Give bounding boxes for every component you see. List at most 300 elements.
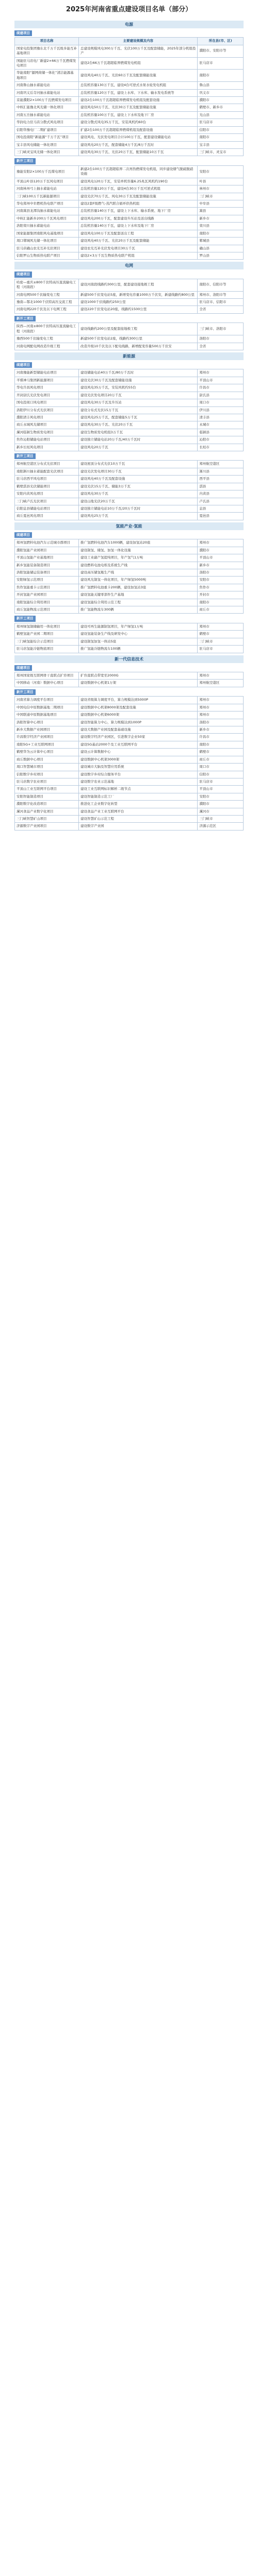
table-row	[15, 335, 244, 343]
table-row	[15, 178, 244, 185]
subsection-label: 新开工项目	[14, 158, 36, 164]
project-name-cell: 国家电投集团豫东北千万千瓦级多能互补基地项目	[15, 45, 79, 57]
project-region-cell: 林州市	[198, 185, 244, 193]
project-region-cell: 驻马店市、信阳市	[198, 299, 244, 306]
project-name-cell: 河南巩义后寺河抽水蓄能电站	[15, 89, 79, 96]
project-region-cell: 南阳市	[198, 741, 244, 748]
project-name-cell: 平煤神马集团新能源项目	[15, 377, 79, 384]
project-content-cell: 建设制氢、储氢、加氢一体化设施	[79, 547, 198, 554]
project-name-cell: 商丘数据中心项目	[15, 756, 79, 763]
table-row	[15, 704, 244, 711]
table-row	[15, 778, 244, 785]
project-name-cell: 漯河临颍生物质发电项目	[15, 429, 79, 436]
subsection-label: 新开工项目	[14, 616, 36, 621]
project-region-cell: 卢氏县	[198, 498, 244, 505]
table-row	[15, 569, 244, 576]
project-name-cell: 豫能安阳2×100万千瓦煤电项目	[15, 165, 79, 178]
project-content-cell: 建设光伏15万千瓦、储能3万千瓦	[79, 483, 198, 490]
project-content-cell: 建设5G基站2000个及工业互联网平台	[79, 741, 198, 748]
section-header: 电源	[14, 21, 244, 28]
project-name-cell: 郑州国家级互联网骨干直联点扩容项目	[15, 672, 79, 680]
table-row	[15, 111, 244, 118]
project-name-cell: 安阳绿氢示范项目	[15, 577, 79, 584]
table-row	[15, 57, 244, 70]
subsection-label: 续建项目	[14, 532, 32, 538]
project-content-cell: 总装机容量140万千瓦，建设上下水库及地下厂房	[79, 223, 198, 230]
table-row	[15, 490, 244, 498]
table-body	[15, 279, 244, 313]
project-content-cell: 推进化工企业数字化转型	[79, 801, 198, 808]
table-row	[15, 149, 244, 156]
project-region-cell: 南阳市、信阳市等	[198, 279, 244, 291]
table-row	[15, 392, 244, 399]
project-content-cell: 建设山地光伏20万千瓦	[79, 498, 198, 505]
table-row	[15, 245, 244, 252]
project-name-cell: 南阳淅川抽水蓄能配套光伏项目	[15, 468, 79, 475]
table-row	[15, 134, 244, 141]
table-body	[15, 461, 244, 520]
table-row	[15, 384, 244, 392]
project-region-cell: 宝丰县	[198, 141, 244, 148]
project-region-cell: 焦作市	[198, 584, 244, 591]
table-row	[15, 801, 244, 808]
project-region-cell: 内黄县	[198, 490, 244, 498]
project-name-cell: 华电许昌风电项目	[15, 384, 79, 392]
project-content-cell: 建设1000千伏线路约250公里	[79, 299, 198, 306]
section-3	[14, 352, 244, 520]
section-header: 氢能产业·氢能	[14, 522, 244, 530]
project-region-cell: 鲁山县	[198, 82, 244, 89]
table-row	[15, 562, 244, 569]
table-row	[15, 223, 244, 230]
column-header-region: 所在县(市、区)	[198, 38, 244, 45]
subsection-label: 续建项目	[14, 362, 32, 368]
project-content-cell: 建设农光互补光伏发电项目30万千瓦	[79, 245, 198, 252]
project-name-cell: 国电投南阳”新能源“千万千瓦”项目	[15, 134, 79, 141]
table-row	[15, 89, 244, 96]
project-content-cell: 改造升级10千伏及以下配电线路，新增配变容量500万千伏安	[79, 343, 198, 350]
project-content-cell: 建设数字经济产业园区，引进数字企业50家	[79, 734, 198, 741]
project-region-cell: 沁阳市	[198, 436, 244, 444]
project-region-cell: 罗山县	[198, 252, 244, 259]
project-name-cell: 中国联通中原数据基地项目	[15, 711, 79, 719]
project-content-cell: 建设风电40万千瓦、光伏20万千瓦及配套储能	[79, 238, 198, 245]
project-region-cell: 叶县	[198, 178, 244, 185]
table-body	[15, 323, 244, 350]
table-row	[15, 238, 244, 245]
section-1	[14, 21, 244, 260]
subsection-label: 新开工项目	[14, 689, 36, 695]
table-row	[15, 200, 244, 207]
table-row	[15, 786, 244, 793]
project-region-cell: 长垣市	[198, 444, 244, 451]
project-region-cell: 周口市	[198, 399, 244, 406]
project-name-cell: 濮阳清丰风电项目	[15, 414, 79, 421]
project-region-cell: 三门峡市、洛阳市	[198, 323, 244, 335]
table-row	[15, 343, 244, 350]
project-content-cell: 总装机容量120万千瓦，建设上水库、下水库、输水发电系统等	[79, 89, 198, 96]
table-row	[15, 734, 244, 741]
section-header: 新一代信息技术	[14, 655, 244, 663]
project-content-cell: 推广氢能冷链物流车100辆	[79, 646, 198, 653]
project-region-cell: 南阳市	[198, 70, 244, 82]
project-region-cell: 安阳市	[198, 165, 244, 178]
project-content-cell: 建设智能算力中心，算力规模达到1000P	[79, 719, 198, 726]
project-name-cell: 焦作沁阳储能电站项目	[15, 436, 79, 444]
project-region-cell: 鹤壁市、新乡市	[198, 104, 244, 111]
table-row	[15, 165, 244, 178]
project-content-cell: 新建500千伏变电站2座，线路约300公里	[79, 335, 198, 343]
project-region-cell: 鹤壁市	[198, 631, 244, 638]
table-row	[15, 483, 244, 490]
project-region-cell: 三门峡市	[198, 638, 244, 645]
project-name-cell: 驻马店确山农光互补光伏项目	[15, 245, 79, 252]
project-region-cell: 栾川县	[198, 223, 244, 230]
table-row	[15, 823, 244, 830]
project-name-cell: 漯河食品产业数字化项目	[15, 808, 79, 815]
project-content-cell: 建设风电、光伏发电项目合计100万千瓦，配套建设储能电站	[79, 134, 198, 141]
table-row	[15, 208, 244, 215]
project-content-cell: 建设省级算力调度平台，算力规模达到5000P	[79, 697, 198, 704]
project-region-cell: 新乡市	[198, 215, 244, 222]
project-table	[14, 279, 244, 314]
table-row	[15, 498, 244, 505]
project-name-cell: 郑州绿氢制储输用一体化项目	[15, 623, 79, 630]
table-row	[15, 756, 244, 763]
project-content-cell: 总装机容量140万千瓦，建设上下水库、输水系统、地下厂房	[79, 208, 198, 215]
project-content-cell: 建设风光制氢一体化项目，年产绿氢5000吨	[79, 577, 198, 584]
subsection-label: 新开工项目	[14, 316, 36, 321]
project-name-cell: 南阳5G+工业互联网项目	[15, 741, 79, 748]
project-content-cell: 建设风电200万千瓦，配套建设升压站及送出线路	[79, 215, 198, 222]
project-name-cell: 河南电网配电网改造升级工程	[15, 343, 79, 350]
table-row	[15, 505, 244, 513]
project-content-cell: 建设数据中心机架8000架及配套设施	[79, 704, 198, 711]
project-region-cell: 郑州市	[198, 704, 244, 711]
project-region-cell: 永城市	[198, 421, 244, 429]
project-region-cell: 郑州市	[198, 369, 244, 377]
project-name-cell: 商丘夏邑风电项目	[15, 513, 79, 520]
document-title: 2025年河南省重点建设项目名单（部分）	[66, 6, 192, 13]
project-region-cell: 济源示范区	[198, 823, 244, 830]
project-region-cell: 濮阳市	[198, 801, 244, 808]
project-content-cell: 建设制氢加氢一体站5座	[79, 638, 198, 645]
table-row	[15, 631, 244, 638]
project-region-cell: 平顶山市	[198, 554, 244, 562]
project-region-cell: 许昌市	[198, 384, 244, 392]
project-region-cell: 郑州市	[198, 711, 244, 719]
table-body	[15, 672, 244, 687]
project-name-cell: 豫西500千伏输变电工程	[15, 335, 79, 343]
subsection-label: 续建项目	[14, 665, 32, 671]
project-content-cell: 建设风电30万千瓦及升压站	[79, 399, 198, 406]
project-region-cell: 光山县	[198, 111, 244, 118]
project-region-cell: 郑州航空港区	[198, 680, 244, 687]
table-body	[15, 697, 244, 831]
project-content-cell: 建设光伏70万千瓦、风电30万千瓦及配套储能设施	[79, 193, 198, 200]
project-content-cell: 建设2台66万千瓦超超临界燃煤发电机组	[79, 57, 198, 70]
project-content-cell: 建设线路约200公里及配套接地极工程	[79, 323, 198, 335]
column-header-name: 项目名称	[15, 38, 79, 45]
project-name-cell: 中国移动（河南）数据中心项目	[15, 680, 79, 687]
project-table	[14, 696, 244, 831]
project-region-cell: 安阳市	[198, 793, 244, 800]
project-content-cell: 建设数据中心机架6000架	[79, 711, 198, 719]
project-name-cell: 周口智慧城市项目	[15, 764, 79, 771]
table-row	[15, 119, 244, 126]
table-row	[15, 591, 244, 599]
project-table	[14, 369, 244, 451]
table-row	[15, 672, 244, 680]
project-name-cell: 信阳华豫电厂二期扩建项目	[15, 126, 79, 133]
table-row	[15, 749, 244, 756]
table-row	[15, 104, 244, 111]
project-name-cell: 三门峡智慧矿山项目	[15, 816, 79, 823]
table-row	[15, 584, 244, 591]
project-content-cell: 建设独立储能电站20万千瓦/40万千瓦时	[79, 436, 198, 444]
subsection-label: 新开工项目	[14, 453, 36, 459]
project-content-cell: 建设氢能装备生产线及研发中心	[79, 631, 198, 638]
table-row	[15, 291, 244, 298]
project-content-cell: 建设光伏发电项目30万千瓦	[79, 468, 198, 475]
project-region-cell: 郑州航空港区	[198, 461, 244, 468]
project-content-cell: 建设风电40万千瓦及配套设施	[79, 476, 198, 483]
table-body	[15, 45, 244, 156]
project-content-cell: 扩容直联点带宽至2000G	[79, 672, 198, 680]
project-name-cell: 济源数字产业园项目	[15, 823, 79, 830]
project-name-cell: 鹤壁华为云计算中心项目	[15, 749, 79, 756]
project-name-cell: 商丘永城风光储项目	[15, 421, 79, 429]
project-content-cell: 建设数据中心机架3000架	[79, 756, 198, 763]
project-content-cell: 建设2套F级燃气-蒸汽联合循环供热机组	[79, 200, 198, 207]
project-table	[14, 37, 244, 156]
project-content-cell: 推广氢燃料电池汽车1000辆，建设加氢站20座	[79, 539, 198, 547]
project-name-cell: 鹤壁淇县光伏储能项目	[15, 483, 79, 490]
table-row	[15, 726, 244, 733]
project-name-cell: 信阳罗山生物质热电联产项目	[15, 252, 79, 259]
project-region-cell: 商丘市	[198, 606, 244, 614]
project-name-cell: 华润电力驻马店分散式风电项目	[15, 119, 79, 126]
project-content-cell: 建设独立储能电站10万千瓦/20万千瓦时	[79, 505, 198, 513]
project-content-cell: 建设风电25万千瓦，配套储能5万千瓦	[79, 414, 198, 421]
project-region-cell: 漯河市	[198, 808, 244, 815]
project-content-cell: 建设储能电站40万千瓦/80万千瓦时	[79, 369, 198, 377]
project-region-cell: 淅川县	[198, 468, 244, 475]
table-row	[15, 45, 244, 57]
table-row	[15, 547, 244, 554]
project-name-cell: 三门峡100万千瓦新能源项目	[15, 193, 79, 200]
project-region-cell: 夏邑县	[198, 513, 244, 520]
project-content-cell: 扩建2台100万千瓦超超临界燃煤机组及配套设施	[79, 126, 198, 133]
sections-container	[0, 21, 258, 831]
project-name-cell: 洛阳智算中心项目	[15, 719, 79, 726]
project-region-cell: 郑州市	[198, 697, 244, 704]
project-region-cell: 南阳市	[198, 134, 244, 141]
project-region-cell: 商丘市	[198, 756, 244, 763]
project-content-cell: 建设高压储氢瓶生产线	[79, 569, 198, 576]
project-content-cell: 建设风电35万千瓦，安装风机约55台	[79, 384, 198, 392]
subsection-label: 续建项目	[14, 272, 32, 277]
table-row	[15, 606, 244, 614]
project-name-cell: 安阳智能制造项目	[15, 793, 79, 800]
project-region-cell: 郑州市、洛阳市等	[198, 291, 244, 298]
project-name-cell: 新乡氢能装备制造项目	[15, 562, 79, 569]
project-content-cell: 建设风电30万千瓦、光伏20万千瓦	[79, 421, 198, 429]
project-region-cell: 三门峡市	[198, 193, 244, 200]
project-region-cell: 全省	[198, 306, 244, 313]
project-content-cell: 建设风电20万千瓦	[79, 444, 198, 451]
project-name-cell: 陕西—河南±800千伏特高压直流输电工程（河南段）	[15, 323, 79, 335]
project-name-cell: 华能南阳“源网荷储一体化”清洁能源基地项目	[15, 70, 79, 82]
project-region-cell: 郑州市	[198, 672, 244, 680]
project-content-cell: 建设屋顶分布式光伏10万千瓦	[79, 461, 198, 468]
table-row	[15, 70, 244, 82]
project-name-cell: 河南豫能新型储能电站项目	[15, 369, 79, 377]
project-name-cell: 许昌数字经济产业园项目	[15, 734, 79, 741]
project-content-cell: 建设大数据产业园及配套基础设施	[79, 726, 198, 733]
table-row	[15, 306, 244, 313]
project-content-cell: 新建500千伏变电站5座，新增变电容量1000万千伏安，新建线路约800公里	[79, 291, 198, 298]
project-content-cell: 总装机容量120万千瓦，建设4台30万千瓦可逆式机组	[79, 185, 198, 193]
project-region-cell: 洛阳市	[198, 569, 244, 576]
project-name-cell: 河南鲁山抽水蓄能电站	[15, 82, 79, 89]
table-row	[15, 323, 244, 335]
table-row	[15, 399, 244, 406]
table-row	[15, 193, 244, 200]
project-region-cell: 临颍县	[198, 429, 244, 436]
table-row	[15, 771, 244, 778]
project-content-cell: 建设数字乡村综合服务平台	[79, 771, 198, 778]
project-name-cell: 国电投周口风电项目	[15, 399, 79, 406]
project-region-cell: 嵩县	[198, 208, 244, 215]
project-name-cell: 中核汇能新乡200万千瓦风电项目	[15, 215, 79, 222]
project-region-cell: 三门峡市、灵宝市	[198, 149, 244, 156]
project-region-cell: 平顶山市	[198, 786, 244, 793]
project-name-cell: 濮阳数字化改造项目	[15, 801, 79, 808]
project-name-cell: 洛阳栾川抽水蓄能电站	[15, 223, 79, 230]
project-region-cell: 驻马店市	[198, 646, 244, 653]
table-row	[15, 97, 244, 104]
table-row	[15, 623, 244, 630]
project-name-cell: 平顶山叶县120万千瓦风电项目	[15, 178, 79, 185]
project-name-cell: 豫南—鄂北1000千伏特高压交流工程	[15, 299, 79, 306]
project-name-cell: 新乡长垣风电项目	[15, 444, 79, 451]
table-row	[15, 421, 244, 429]
table-row	[15, 406, 244, 414]
project-name-cell: 新乡大数据产业园项目	[15, 726, 79, 733]
project-region-cell: 开封市	[198, 591, 244, 599]
project-region-cell: 濮阳市、安阳市等	[198, 45, 244, 57]
table-row	[15, 377, 244, 384]
table-row	[15, 680, 244, 687]
project-name-cell: 河南林州弓上抽水蓄能电站	[15, 185, 79, 193]
project-region-cell: 信阳市	[198, 126, 244, 133]
project-content-cell: 建设220千伏变电站20座，线路约1500公里	[79, 306, 198, 313]
project-region-cell: 确山县	[198, 245, 244, 252]
section-header: 新能源	[14, 352, 244, 360]
project-table	[14, 672, 244, 687]
project-region-cell: 南阳市	[198, 599, 244, 606]
project-content-cell: 建设分散式风电35万千瓦，安装风机约60台	[79, 119, 198, 126]
project-name-cell: 焦作氢能重卡示范项目	[15, 584, 79, 591]
table-row	[15, 252, 244, 259]
section-2	[14, 262, 244, 350]
project-content-cell: 建设风电120万千瓦，安装单机容量6.25兆瓦风机约190台	[79, 178, 198, 185]
project-content-cell: 建设风电30万千瓦、光伏20万千瓦，配套储能10万千瓦	[79, 149, 198, 156]
project-name-cell: 三门峡卢氏光伏项目	[15, 498, 79, 505]
project-table	[14, 323, 244, 350]
column-header-content: 主要建设规模及内容	[79, 38, 198, 45]
project-region-cell: 许昌市	[198, 734, 244, 741]
table-row	[15, 468, 244, 475]
project-region-cell: 濮阳市	[198, 97, 244, 104]
project-region-cell: 淇县	[198, 483, 244, 490]
project-content-cell: 建设可再生能源制氢项目，年产绿氢1万吨	[79, 623, 198, 630]
project-region-cell: 安阳市	[198, 577, 244, 584]
table-row	[15, 539, 244, 547]
project-content-cell: 推广氢燃料电池重卡200辆，建设加氢站3座	[79, 584, 198, 591]
project-content-cell: 建设风电30万千瓦	[79, 490, 198, 498]
project-name-cell: 郑州航空港区分布式光伏项目	[15, 461, 79, 468]
table-row	[15, 816, 244, 823]
project-name-cell: 宝丰县风电储能一体化项目	[15, 141, 79, 148]
project-name-cell: 哈密—重庆±800千伏特高压直流输电工程（河南段）	[15, 279, 79, 291]
project-region-cell: 驻马店市	[198, 57, 244, 70]
project-name-cell: 开封氢能产业园项目	[15, 591, 79, 599]
subsection-label: 续建项目	[14, 30, 32, 36]
table-body	[15, 369, 244, 451]
project-name-cell: 河南五岳抽水蓄能电站	[15, 111, 79, 118]
project-region-cell: 全省	[198, 343, 244, 350]
table-row	[15, 215, 244, 222]
project-name-cell: 中国电信中原数据基地二期项目	[15, 704, 79, 711]
table-row	[15, 599, 244, 606]
project-name-cell: 河南省算力调度平台项目	[15, 697, 79, 704]
document	[0, 0, 258, 838]
project-region-cell: 巩义市	[198, 89, 244, 96]
project-content-cell: 建设智能制造示范工厂	[79, 793, 198, 800]
project-name-cell: 河南电网500千伏输变电工程	[15, 291, 79, 298]
project-content-cell: 建设数字产业园	[79, 823, 198, 830]
table-row	[15, 299, 244, 306]
project-content-cell: 建设食品产业工业互联网平台	[79, 808, 198, 815]
project-region-cell: 郸城县	[198, 238, 244, 245]
project-region-cell: 伊川县	[198, 406, 244, 414]
project-name-cell: 信阳数字乡村项目	[15, 771, 79, 778]
project-name-cell: 信阳息县储能电站项目	[15, 505, 79, 513]
table-row	[15, 646, 244, 653]
project-content-cell: 建设工业副产氢提纯项目，年产氢气1万吨	[79, 554, 198, 562]
project-content-cell: 建设数据中心机架1万架	[79, 680, 198, 687]
table-row	[15, 279, 244, 291]
project-content-cell: 建设光伏30万千瓦及配套储能设施	[79, 377, 198, 384]
project-content-cell: 建设风电100万千瓦及配套送出工程	[79, 230, 198, 237]
table-row	[15, 719, 244, 726]
project-name-cell: 河南电网220千伏及以下电网工程	[15, 306, 79, 313]
project-content-cell: 总装机容量100万千瓦，建设上下水库及地下厂房	[79, 111, 198, 118]
project-region-cell: 鹤壁市	[198, 749, 244, 756]
project-content-cell: 新建2台100万千瓦超超临界二次再热燃煤发电机组，同步建设烟气脱硫脱硝设施	[79, 165, 198, 178]
project-content-cell: 建设2台100万千瓦超超临界燃煤发电机组及配套设施	[79, 97, 198, 104]
project-region-cell: 周口市	[198, 764, 244, 771]
table-row	[15, 126, 244, 133]
project-region-cell: 驻马店市	[198, 119, 244, 126]
project-content-cell: 建设河南段线路约300公里，配套建设接地极工程	[79, 279, 198, 291]
project-content-cell: 建设燃料电池电堆及系统生产线	[79, 562, 198, 569]
project-name-cell: 三门峡灵宝风光储一体化项目	[15, 149, 79, 156]
project-table	[14, 539, 244, 614]
project-name-cell: 洛阳氢能储运装备项目	[15, 569, 79, 576]
